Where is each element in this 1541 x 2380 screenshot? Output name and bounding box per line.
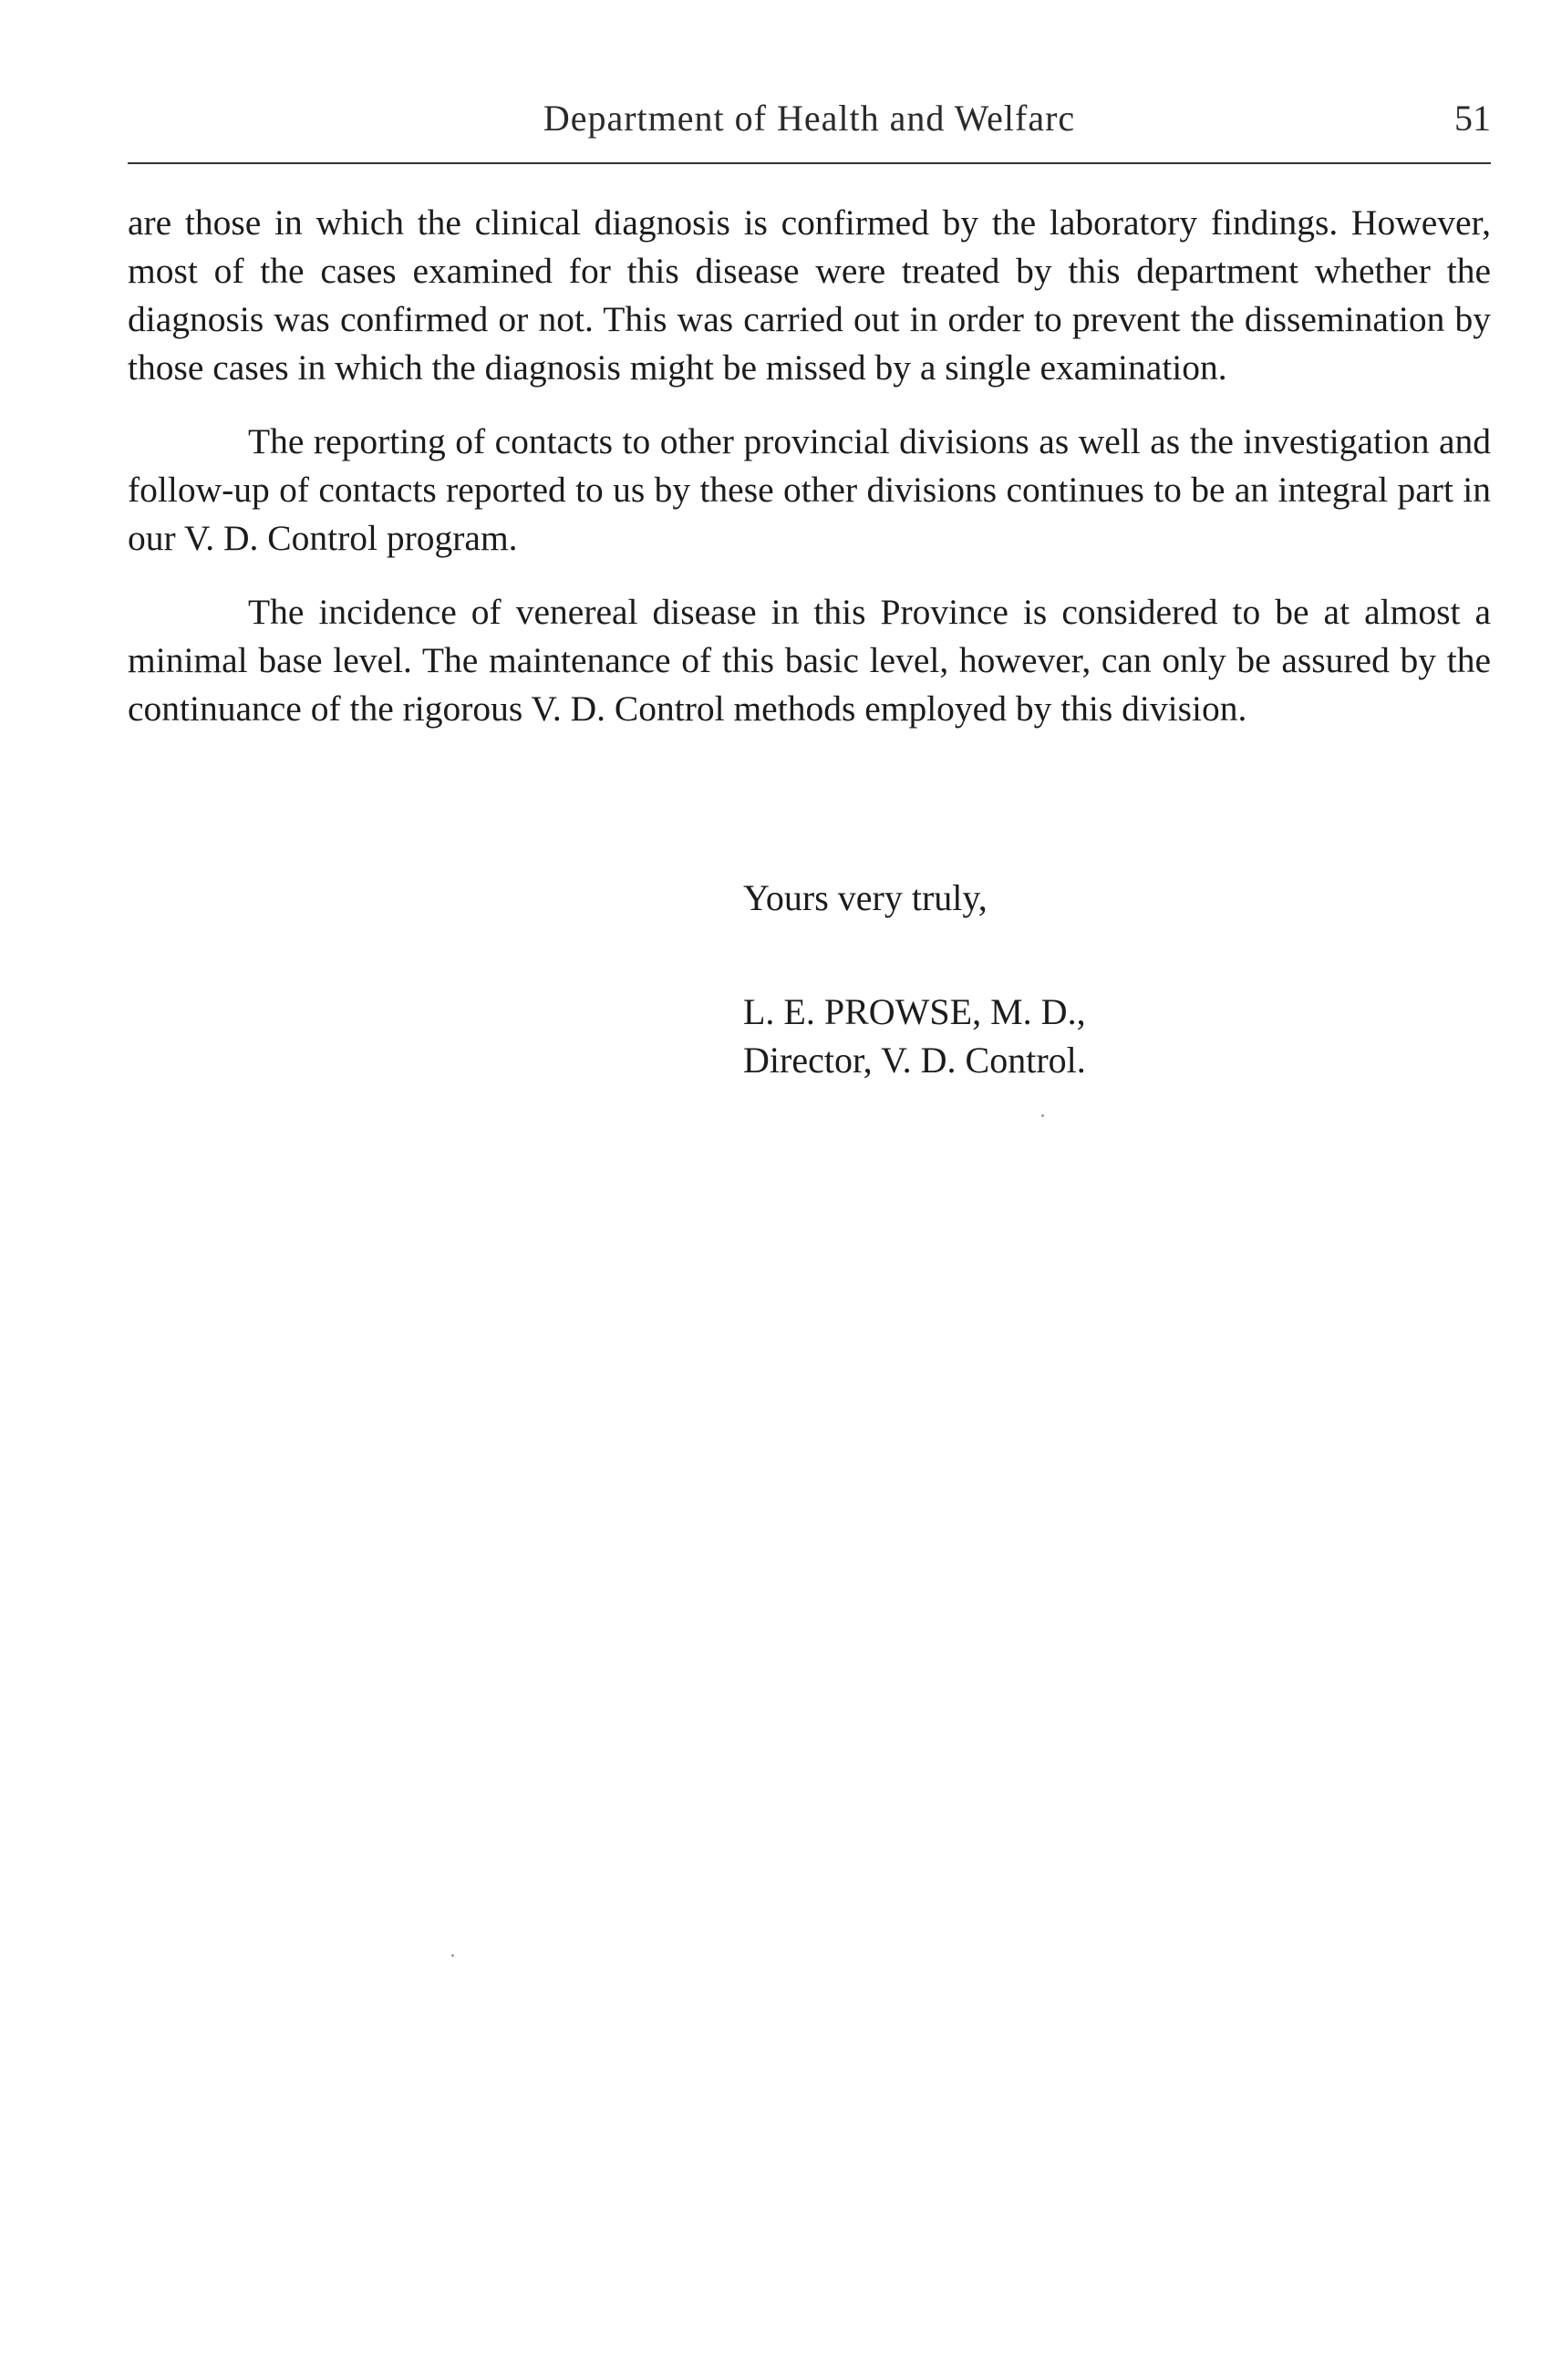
page-number: 51: [1454, 98, 1491, 139]
page-header: [128, 97, 1491, 151]
paragraph-2: The reporting of contacts to other provincial divisions as well as the investigation and follow-up of contacts reported to us by these other divisions continues to be an integral part in our V. D. Control program.: [128, 421, 1491, 558]
signature-block: [743, 988, 1086, 1084]
header-rule: [128, 162, 1491, 164]
closing-salutation: Yours very truly,: [743, 877, 988, 918]
signatory-title: Director, V. D. Control.: [743, 1040, 1086, 1081]
scan-speck: [451, 1954, 454, 1957]
body-text: [128, 199, 1491, 733]
scan-speck: [1041, 1114, 1044, 1117]
signatory-name: L. E. PROWSE, M. D.,: [743, 991, 1086, 1032]
paragraph-3: The incidence of venereal disease in this Province is considered to be at almost a minimal base level. The maintenance of this basic level, however, can only be assured by the continuance of the rigorous V. D. Control methods employed by this division.: [128, 592, 1491, 729]
paragraph-1: are those in which the clinical diagnosis is confirmed by the laboratory findings. However, most of the cases examined for this disease were treated by this department whether the diagnosis was confirmed or not. This was carried out in order to prevent the dissemination by those cases in which the diagnosis might be missed by a single examination.: [128, 202, 1491, 388]
running-head: Department of Health and Welfarc: [543, 98, 1076, 139]
